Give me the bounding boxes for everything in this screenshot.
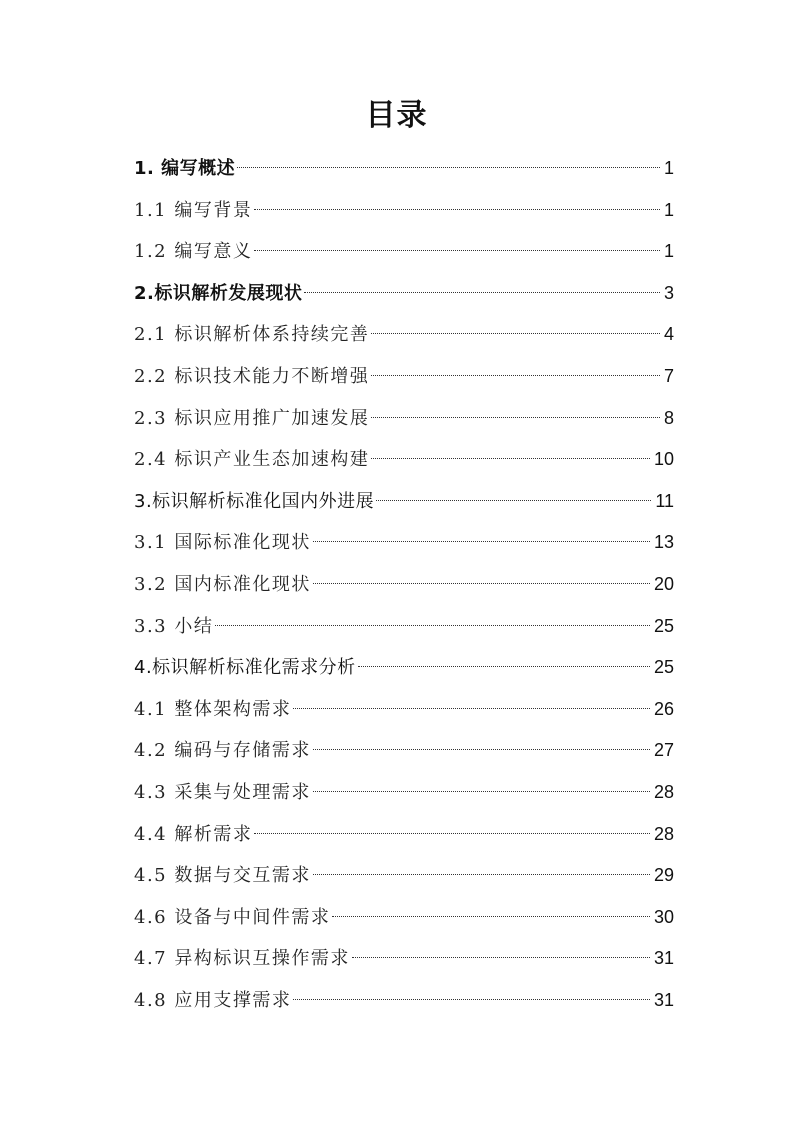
dot-leader	[254, 833, 650, 834]
toc-entry-page: 4	[663, 324, 674, 345]
toc-entry-page: 26	[653, 698, 674, 719]
toc-entry-page: 3	[663, 282, 674, 303]
toc-entry-label: 3.3 小结	[134, 615, 214, 637]
toc-entry[interactable]	[134, 314, 674, 356]
toc-entry-label: 4.7 异构标识互操作需求	[134, 948, 350, 970]
dot-leader	[304, 292, 660, 293]
toc-entry-page: 30	[653, 906, 674, 927]
toc-entry[interactable]	[134, 522, 674, 564]
toc-entry-label: 1. 编写概述	[134, 158, 236, 179]
toc-entry-label: 4.4 解析需求	[134, 823, 253, 845]
toc-entry-page: 1	[663, 241, 674, 262]
toc-entry[interactable]	[134, 356, 674, 398]
dot-leader	[352, 957, 650, 958]
dot-leader	[313, 541, 650, 542]
toc-entry-page: 29	[653, 865, 674, 886]
toc-entry-label: 3.2 国内标准化现状	[134, 573, 311, 595]
toc-entry[interactable]	[134, 730, 674, 772]
toc-entry-page: 25	[653, 615, 674, 636]
toc-entry-page: 7	[663, 365, 674, 386]
toc-entry-label: 1.2 编写意义	[134, 241, 253, 263]
toc-entry-page: 31	[653, 989, 674, 1010]
toc-entry[interactable]	[134, 148, 674, 190]
toc-entry-label: 4.6 设备与中间件需求	[134, 906, 331, 928]
toc-entry-page: 11	[655, 490, 674, 511]
toc-entry-page: 28	[653, 781, 674, 802]
toc-entry-label: 2.4 标识产业生态加速构建	[134, 449, 370, 471]
dot-leader	[371, 375, 660, 376]
toc-entry[interactable]	[134, 273, 674, 315]
dot-leader	[332, 916, 650, 917]
toc-entry-label: 2.1 标识解析体系持续完善	[134, 324, 370, 346]
toc-entry[interactable]	[134, 855, 674, 897]
toc-entry-label: 4.标识解析标准化需求分析	[134, 657, 356, 679]
toc-list	[134, 148, 674, 1021]
toc-entry[interactable]	[134, 606, 674, 648]
toc-entry[interactable]	[134, 814, 674, 856]
toc-entry-page: 8	[663, 407, 674, 428]
toc-entry-label: 4.2 编码与存储需求	[134, 740, 311, 762]
toc-title: 目录	[365, 98, 428, 133]
dot-leader	[371, 417, 660, 418]
toc-entry-label: 4.5 数据与交互需求	[134, 865, 311, 887]
dot-leader	[313, 791, 650, 792]
toc-entry[interactable]	[134, 980, 674, 1022]
dot-leader	[376, 500, 651, 501]
dot-leader	[215, 625, 650, 626]
toc-entry-label: 3.标识解析标准化国内外进展	[134, 490, 375, 512]
toc-entry-label: 2.标识解析发展现状	[134, 282, 303, 304]
toc-entry-page: 25	[653, 657, 674, 678]
dot-leader	[313, 874, 650, 875]
dot-leader	[237, 167, 660, 168]
toc-entry-page: 20	[653, 573, 674, 594]
toc-entry-label: 3.1 国际标准化现状	[134, 532, 311, 554]
dot-leader	[371, 458, 650, 459]
toc-entry[interactable]	[134, 564, 674, 606]
toc-entry[interactable]	[134, 772, 674, 814]
toc-entry-page: 27	[653, 740, 674, 761]
dot-leader	[313, 583, 650, 584]
toc-entry[interactable]	[134, 190, 674, 232]
toc-entry[interactable]	[134, 897, 674, 939]
toc-entry-label: 4.8 应用支撑需求	[134, 989, 292, 1011]
dot-leader	[293, 999, 650, 1000]
dot-leader	[293, 708, 650, 709]
dot-leader	[358, 666, 650, 667]
toc-entry[interactable]	[134, 439, 674, 481]
dot-leader	[254, 209, 660, 210]
toc-entry-page: 31	[653, 948, 674, 969]
toc-entry-page: 10	[653, 449, 674, 470]
toc-entry[interactable]	[134, 398, 674, 440]
toc-entry-page: 28	[653, 823, 674, 844]
dot-leader	[313, 749, 650, 750]
toc-entry[interactable]	[134, 647, 674, 689]
toc-entry-page: 1	[663, 158, 674, 178]
dot-leader	[254, 250, 660, 251]
toc-entry-label: 4.1 整体架构需求	[134, 698, 292, 720]
toc-entry-page: 1	[663, 199, 674, 220]
dot-leader	[371, 333, 660, 334]
toc-entry[interactable]	[134, 938, 674, 980]
toc-entry[interactable]	[134, 689, 674, 731]
toc-entry-label: 2.2 标识技术能力不断增强	[134, 365, 370, 387]
toc-entry-label: 4.3 采集与处理需求	[134, 781, 311, 803]
toc-entry[interactable]	[134, 481, 674, 523]
toc-entry-page: 13	[653, 532, 674, 553]
toc-entry-label: 1.1 编写背景	[134, 199, 253, 221]
toc-entry-label: 2.3 标识应用推广加速发展	[134, 407, 370, 429]
toc-entry[interactable]	[134, 231, 674, 273]
